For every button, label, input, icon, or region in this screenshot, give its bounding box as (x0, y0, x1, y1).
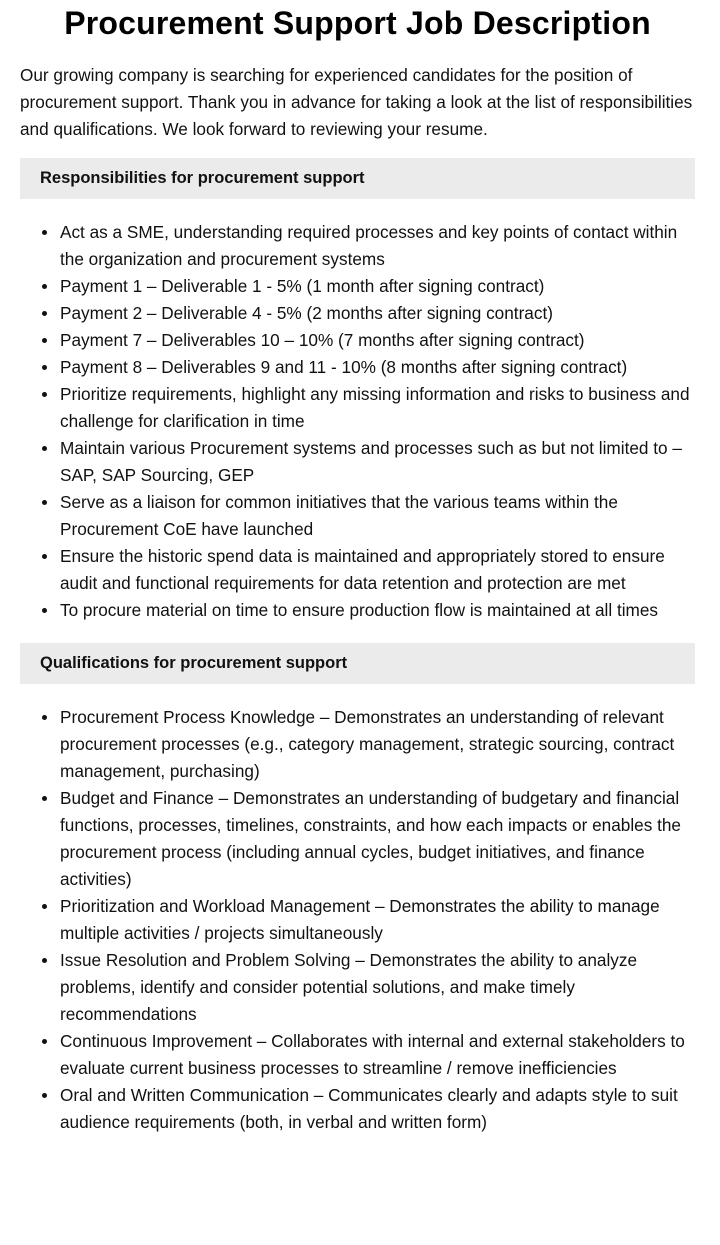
bullet-icon (42, 446, 47, 451)
bullet-icon (42, 715, 47, 720)
list-item-text: Payment 1 – Deliverable 1 - 5% (1 month after signing contract) (60, 276, 545, 296)
list-item-text: Payment 8 – Deliverables 9 and 11 - 10% (8 months after signing contract) (60, 357, 628, 377)
page-title: Procurement Support Job Description (64, 5, 651, 41)
bullet-icon (42, 904, 47, 909)
list-item-text: Ensure the historic spend data is maintained and appropriately stored to ensure audit and functional requirements for data retention and protection are met (60, 546, 665, 593)
list-item-text: Serve as a liaison for common initiatives that the various teams within the Procurement CoE have launched (60, 492, 618, 539)
list-item-text: Act as a SME, understanding required processes and key points of contact within the organization and procurement systems (60, 222, 678, 269)
list-item (60, 300, 695, 327)
bullet-icon (42, 1039, 47, 1044)
list-item (60, 435, 695, 489)
bullet-icon (42, 1093, 47, 1098)
list-item (60, 327, 695, 354)
list-item (60, 354, 695, 381)
list-item-text: Budget and Finance – Demonstrates an understanding of budgetary and financial functions, processes, timelines, constraints, and how each impacts or enables the procurement process (including annual cycles, budget initiatives, and finance activities) (60, 788, 681, 889)
list-item (60, 273, 695, 300)
bullet-icon (42, 284, 47, 289)
list-item-text: Procurement Process Knowledge – Demonstrates an understanding of relevant procurement processes (e.g., category management, strategic sourcing, contract management, purchasing) (60, 707, 675, 781)
list-item-text: Issue Resolution and Problem Solving – Demonstrates the ability to analyze problems, identify and consider potential solutions, and make timely recommendations (60, 950, 638, 1024)
bullet-icon (42, 958, 47, 963)
list-item-text: Continuous Improvement – Collaborates with internal and external stakeholders to evaluate current business processes to streamline / remove inefficiencies (60, 1031, 685, 1078)
bullet-icon (42, 311, 47, 316)
bullet-icon (42, 608, 47, 613)
list-item (60, 489, 695, 543)
list-item-text: Maintain various Procurement systems and processes such as but not limited to – SAP, SAP Sourcing, GEP (60, 438, 682, 485)
bullet-icon (42, 554, 47, 559)
list-item (60, 597, 695, 624)
bullet-icon (42, 365, 47, 370)
qualifications-heading: Qualifications for procurement support (20, 643, 695, 684)
list-item (60, 543, 695, 597)
bullet-icon (42, 392, 47, 397)
list-item (60, 947, 695, 1028)
responsibilities-list (20, 219, 695, 624)
responsibilities-heading: Responsibilities for procurement support (20, 158, 695, 199)
bullet-icon (42, 230, 47, 235)
list-item-text: Oral and Written Communication – Communicates clearly and adapts style to suit audience requirements (both, in verbal and written form) (60, 1085, 678, 1132)
list-item-text: Payment 2 – Deliverable 4 - 5% (2 months after signing contract) (60, 303, 553, 323)
list-item (60, 704, 695, 785)
list-item (60, 381, 695, 435)
list-item (60, 1028, 695, 1082)
list-item-text: Prioritization and Workload Management – Demonstrates the ability to manage multiple activities / projects simultaneously (60, 896, 660, 943)
list-item-text: To procure material on time to ensure production flow is maintained at all times (60, 600, 659, 620)
bullet-icon (42, 796, 47, 801)
list-item-text: Prioritize requirements, highlight any missing information and risks to business and challenge for clarification in time (60, 384, 690, 431)
list-item (60, 1082, 695, 1136)
list-item-text: Payment 7 – Deliverables 10 – 10% (7 months after signing contract) (60, 330, 585, 350)
bullet-icon (42, 338, 47, 343)
bullet-icon (42, 500, 47, 505)
qualifications-list (20, 704, 695, 1136)
list-item (60, 893, 695, 947)
list-item (60, 785, 695, 893)
list-item (60, 219, 695, 273)
intro-paragraph: Our growing company is searching for experienced candidates for the position of procurement support. Thank you in advance for taking a look at the list of responsibilities and qualifications. We look forward to reviewing your resume. (20, 65, 693, 139)
